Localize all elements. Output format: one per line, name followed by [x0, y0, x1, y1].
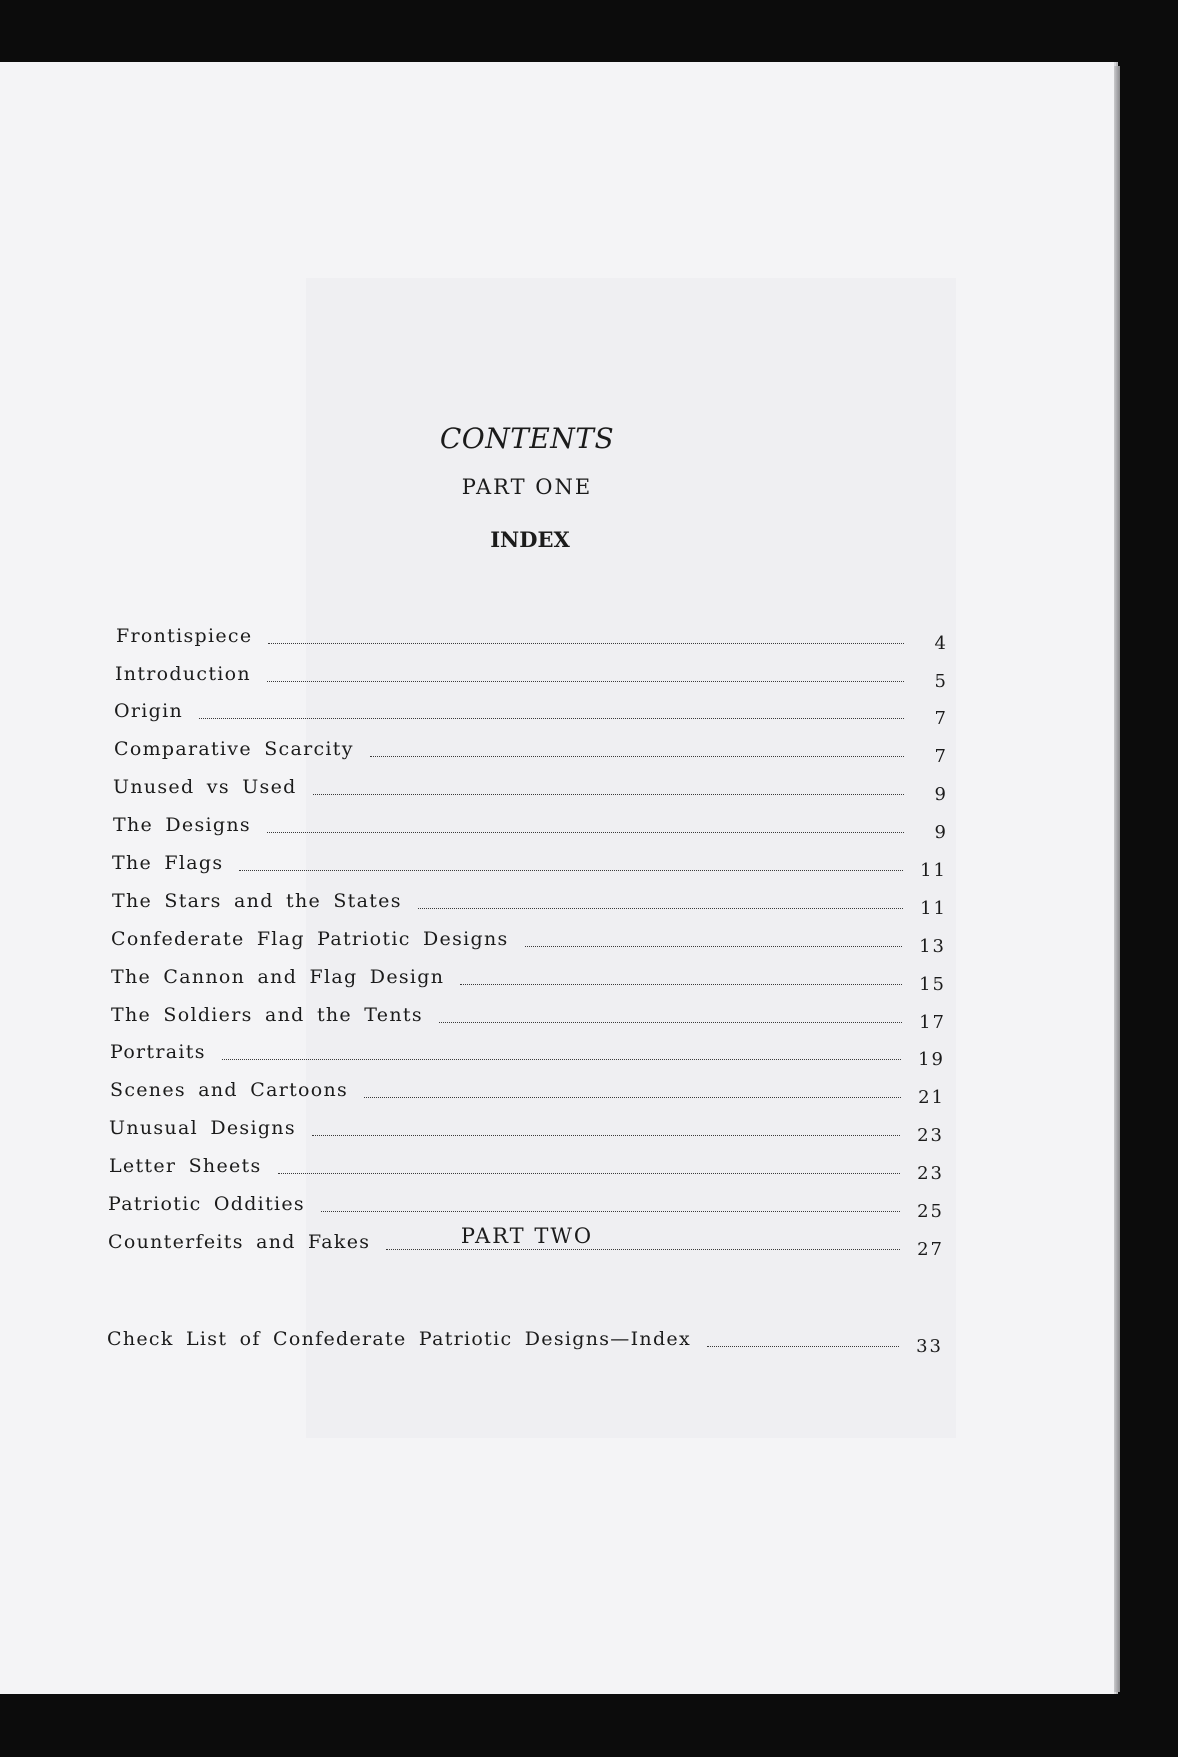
- page-edge: [1114, 66, 1120, 1692]
- toc-entry-page: 19: [918, 1049, 945, 1070]
- toc-entry-page: 9: [934, 784, 948, 805]
- toc-entry-page: 25: [917, 1201, 944, 1222]
- toc-entry-page: 23: [917, 1163, 944, 1184]
- dot-leader: [267, 831, 904, 833]
- toc-entry-label: Origin: [114, 700, 184, 722]
- toc-entry: [111, 958, 946, 995]
- toc-entry-label: Scenes and Cartoons: [110, 1079, 349, 1101]
- toc-entry-page: 7: [934, 746, 948, 767]
- toc-entry-page: 23: [917, 1125, 944, 1146]
- toc-entry: [111, 996, 946, 1033]
- toc-entry-page: 33: [916, 1336, 943, 1357]
- toc-entry-page: 4: [934, 633, 948, 654]
- dot-leader: [268, 642, 904, 644]
- toc-entry-page: 9: [934, 822, 948, 843]
- toc-entry: [107, 1320, 943, 1357]
- toc-entry-label: Frontispiece: [116, 625, 253, 647]
- dot-leader: [239, 869, 903, 871]
- toc-entry: [112, 844, 947, 881]
- dot-leader: [313, 793, 904, 795]
- dot-leader: [321, 1210, 900, 1212]
- part-one-heading: PART ONE: [461, 475, 593, 499]
- toc-entry: [110, 1033, 945, 1070]
- dot-leader: [370, 755, 904, 757]
- dot-leader: [460, 983, 902, 985]
- toc-entry-label: Unusual Designs: [109, 1117, 296, 1139]
- dot-leader: [222, 1058, 901, 1060]
- dot-leader: [199, 717, 904, 719]
- toc-entry-label: The Designs: [113, 814, 251, 836]
- toc-entry-label: Portraits: [110, 1041, 206, 1063]
- toc-entry-label: Letter Sheets: [109, 1155, 262, 1177]
- dot-leader: [418, 907, 903, 909]
- toc-entry-label: The Flags: [112, 852, 224, 874]
- toc-entry-page: 13: [919, 936, 946, 957]
- toc-entry-label: The Stars and the States: [112, 890, 402, 912]
- toc-entry: [114, 692, 948, 729]
- toc-entry: [112, 882, 947, 919]
- index-heading: INDEX: [490, 527, 570, 552]
- toc-entry-page: 7: [934, 708, 948, 729]
- toc-entry: [114, 730, 948, 767]
- dot-leader: [386, 1248, 900, 1250]
- toc-entry-label: Check List of Confederate Patriotic Designs—Index: [107, 1328, 691, 1350]
- dot-leader: [312, 1134, 900, 1136]
- book-page: [0, 62, 1114, 1694]
- toc-entry-page: 27: [917, 1239, 944, 1260]
- toc-entry: [109, 1109, 944, 1146]
- toc-entry: [116, 617, 948, 654]
- toc-entry-page: 11: [920, 898, 947, 919]
- dot-leader: [267, 680, 904, 682]
- toc-entry: [115, 655, 948, 692]
- toc-entry-label: The Cannon and Flag Design: [111, 966, 445, 988]
- toc-entry-page: 21: [918, 1087, 945, 1108]
- toc-entry-label: Counterfeits and Fakes: [108, 1231, 371, 1253]
- toc-entry-label: Confederate Flag Patriotic Designs: [111, 928, 509, 950]
- dot-leader: [364, 1096, 901, 1098]
- dot-leader: [707, 1345, 899, 1347]
- part-two-heading: PART TWO: [460, 1224, 594, 1248]
- toc-entry: [113, 768, 948, 805]
- toc-entry-page: 15: [919, 974, 946, 995]
- toc-entry-label: The Soldiers and the Tents: [111, 1004, 423, 1026]
- toc-entry-label: Unused vs Used: [113, 776, 297, 798]
- toc-entry-page: 17: [919, 1012, 946, 1033]
- toc-entry: [113, 806, 948, 843]
- dot-leader: [525, 945, 902, 947]
- toc-entry: [108, 1185, 944, 1222]
- toc-entry: [109, 1147, 944, 1184]
- toc-entry-page: 11: [920, 860, 947, 881]
- toc-entry-label: Comparative Scarcity: [114, 738, 354, 760]
- dot-leader: [278, 1172, 900, 1174]
- toc-entry-page: 5: [934, 671, 948, 692]
- contents-page-content: [0, 62, 1114, 1694]
- toc-entry-label: Introduction: [115, 663, 251, 685]
- contents-title: CONTENTS: [439, 422, 615, 455]
- dot-leader: [439, 1021, 902, 1023]
- toc-entry: [110, 1071, 945, 1108]
- toc-entry-label: Patriotic Oddities: [108, 1193, 305, 1215]
- toc-entry: [111, 920, 946, 957]
